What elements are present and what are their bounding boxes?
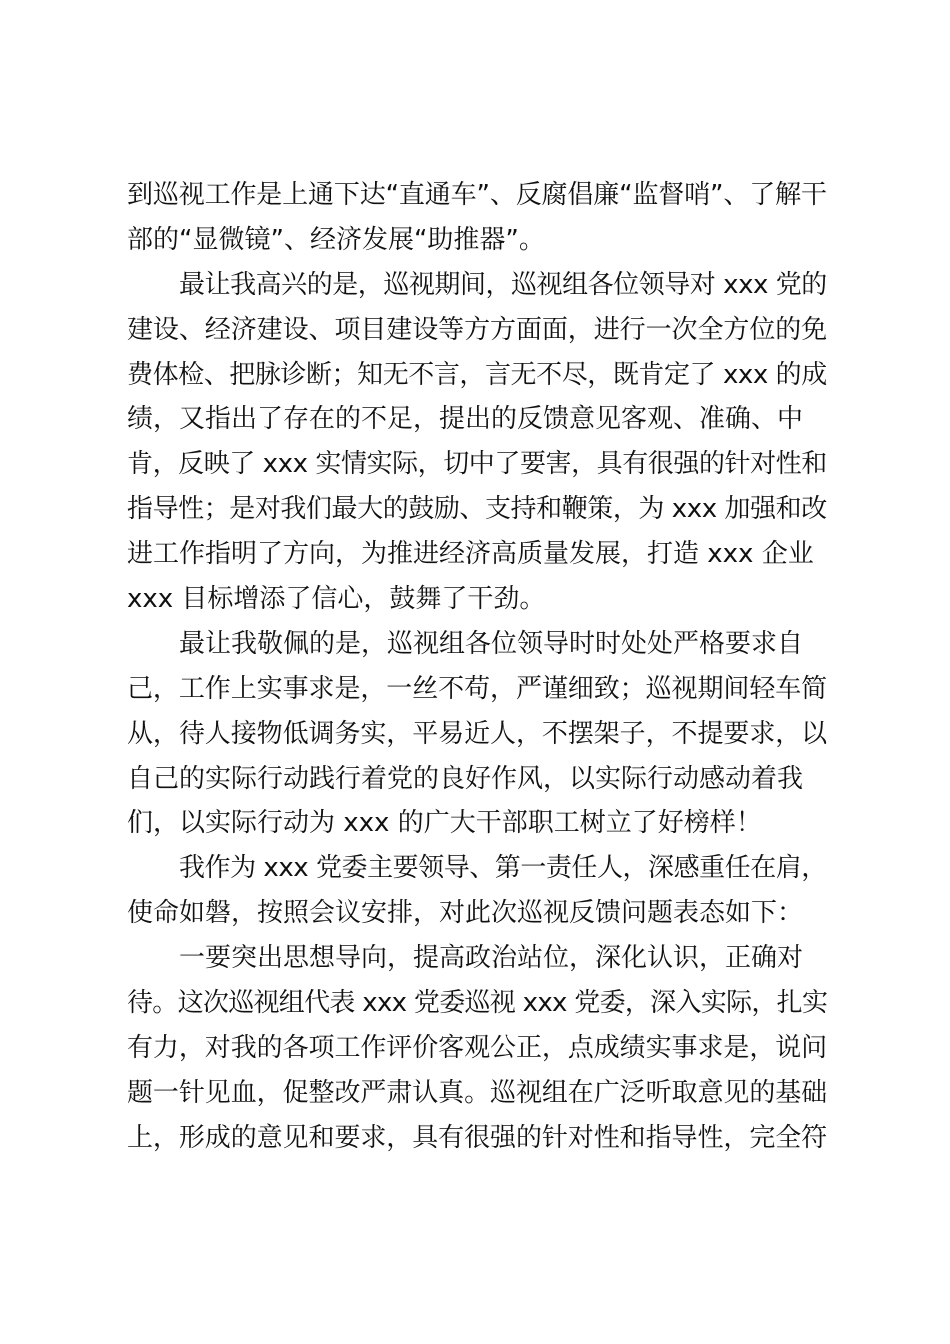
text-line: 费体检、把脉诊断；知无不言，言无不尽，既肯定了 xxx 的成 bbox=[127, 359, 827, 390]
paragraph-start-line: 我作为 xxx 党委主要领导、第一责任人，深感重任在肩， bbox=[179, 853, 827, 884]
text-line: 题一针见血，促整改严肃认真。巡视组在广泛听取意见的基础 bbox=[127, 1077, 828, 1108]
text-line: 从，待人接物低调务实，平易近人，不摆架子，不提要求，以 bbox=[127, 718, 828, 749]
paragraph-start-line: 最让我敬佩的是，巡视组各位领导时时处处严格要求自 bbox=[179, 628, 804, 659]
text-line: 部的“显微镜”、经济发展“助推器”。 bbox=[127, 224, 545, 255]
text-line: 进工作指明了方向，为推进经济高质量发展，打造 xxx 企业 bbox=[127, 539, 814, 570]
text-line: 绩，又指出了存在的不足，提出的反馈意见客观、准确、中 bbox=[127, 404, 804, 435]
document-body bbox=[127, 173, 827, 1161]
text-line: 自己的实际行动践行着党的良好作风，以实际行动感动着我 bbox=[127, 763, 804, 794]
text-line: 己，工作上实事求是，一丝不苟，严谨细致；巡视期间轻车简 bbox=[127, 673, 828, 704]
paragraph-start-line: 一要突出思想导向，提高政治站位，深化认识，正确对 bbox=[179, 943, 804, 974]
text-line: 到巡视工作是上通下达“直通车”、反腐倡廉“监督哨”、了解干 bbox=[127, 180, 827, 210]
paragraph-start-line: 最让我高兴的是，巡视期间，巡视组各位领导对 xxx 党的 bbox=[179, 269, 827, 300]
text-line: 指导性；是对我们最大的鼓励、支持和鞭策，为 xxx 加强和改 bbox=[127, 494, 827, 525]
text-line: 建设、经济建设、项目建设等方方面面，进行一次全方位的免 bbox=[127, 314, 828, 345]
text-line: 上，形成的意见和要求，具有很强的针对性和指导性，完全符 bbox=[127, 1122, 828, 1153]
text-line: 肯，反映了 xxx 实情实际，切中了要害，具有很强的针对性和 bbox=[127, 449, 827, 480]
text-line: 待。这次巡视组代表 xxx 党委巡视 xxx 党委，深入实际，扎实 bbox=[127, 988, 828, 1019]
text-line: 使命如磐，按照会议安排，对此次巡视反馈问题表态如下： bbox=[127, 898, 804, 929]
text-line: 们，以实际行动为 xxx 的广大干部职工树立了好榜样！ bbox=[127, 808, 762, 839]
text-line: 有力，对我的各项工作评价客观公正，点成绩实事求是，说问 bbox=[127, 1032, 828, 1063]
text-line: xxx 目标增添了信心，鼓舞了干劲。 bbox=[127, 584, 546, 615]
